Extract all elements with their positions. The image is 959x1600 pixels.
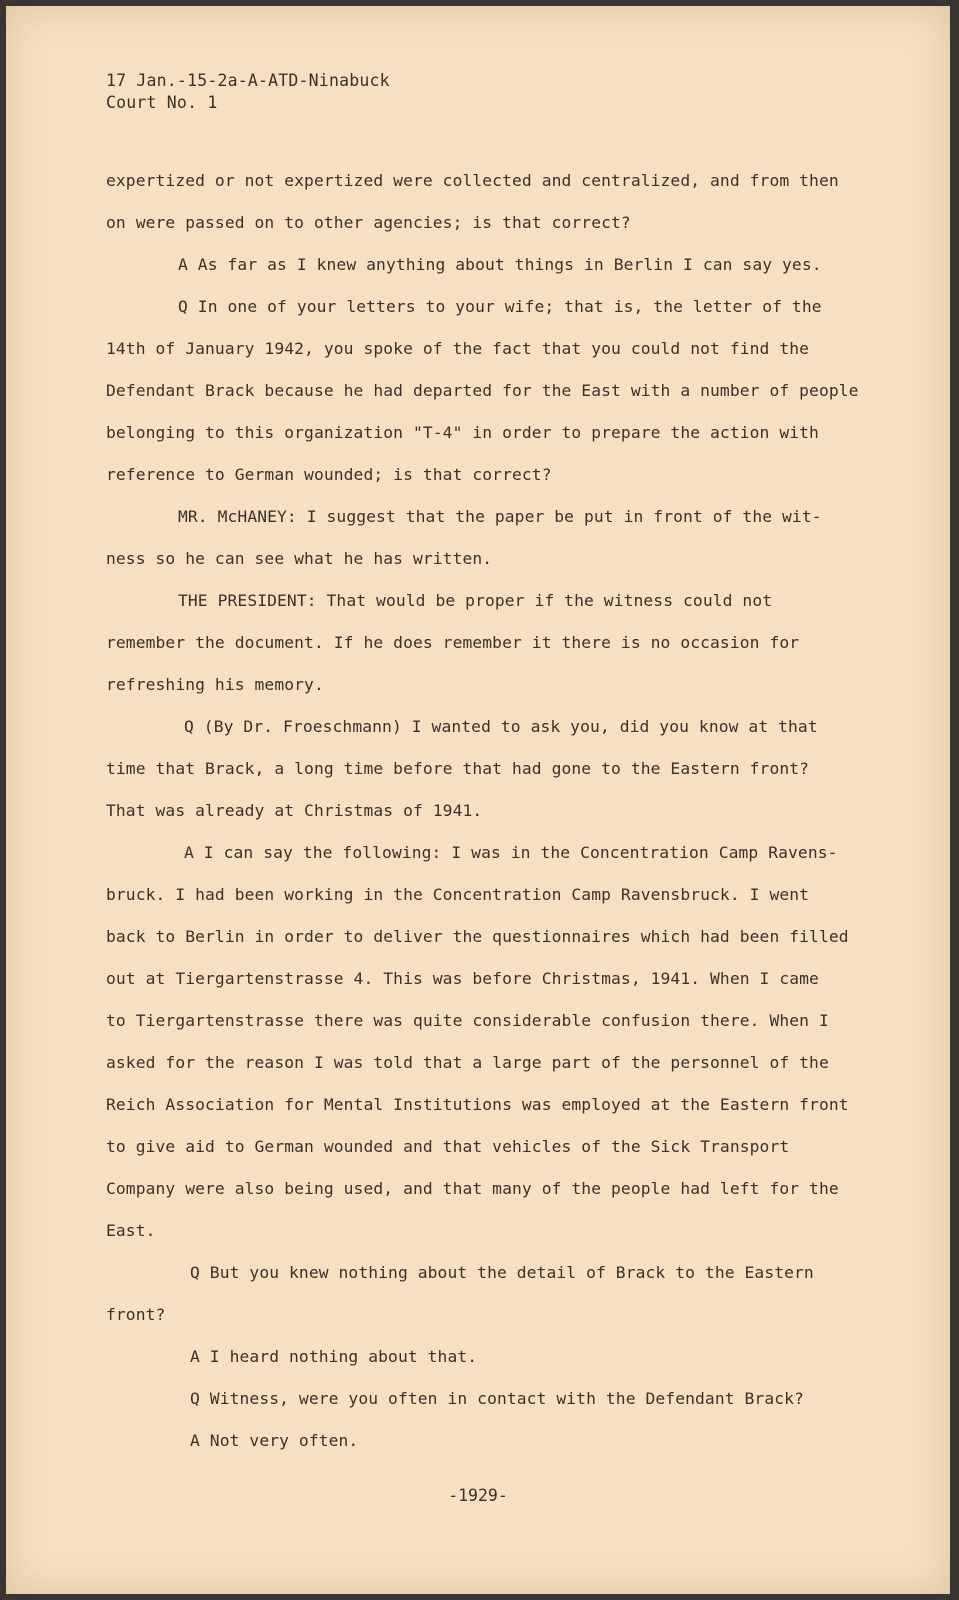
text-line: out at Tiergartenstrasse 4. This was before Christmas, 1941. When I came [106,969,819,988]
text-line: reference to German wounded; is that correct? [106,465,552,484]
text-line: time that Brack, a long time before that had gone to the Eastern front? [106,759,810,778]
text-line: 14th of January 1942, you spoke of the fact that you could not find the [106,339,810,358]
transcript-body [106,160,886,1462]
header-line-2: Court No. 1 [106,93,218,112]
text-line: remember the document. If he does remember it there is no occasion for [106,633,800,652]
text-line: Reich Association for Mental Institutions was employed at the Eastern front [106,1095,849,1114]
text-line: MR. McHANEY: I suggest that the paper be put in front of the wit- [178,507,822,526]
page-number: -1929- [448,1486,508,1505]
text-line: Q (By Dr. Froeschmann) I wanted to ask you, did you know at that [184,717,818,736]
text-line: A I heard nothing about that. [190,1347,478,1366]
text-line: belonging to this organization "T-4" in order to prepare the action with [106,423,819,442]
text-line: A I can say the following: I was in the Concentration Camp Ravens- [184,843,838,862]
text-line: bruck. I had been working in the Concentration Camp Ravensbruck. I went [106,885,810,904]
text-line: to Tiergartenstrasse there was quite considerable confusion there. When I [106,1011,829,1030]
text-line: on were passed on to other agencies; is that correct? [106,213,631,232]
text-line: ness so he can see what he has written. [106,549,493,568]
text-line: That was already at Christmas of 1941. [106,801,483,820]
text-line: Q But you knew nothing about the detail of Brack to the Eastern [190,1263,814,1282]
header [106,70,390,114]
text-line: expertized or not expertized were collected and centralized, and from then [106,171,839,190]
text-line: refreshing his memory. [106,675,324,694]
text-line: Company were also being used, and that many of the people had left for the [106,1179,839,1198]
document-page [6,6,950,1594]
text-line: to give aid to German wounded and that vehicles of the Sick Transport [106,1137,790,1156]
text-line: East. [106,1221,156,1240]
text-line: Q In one of your letters to your wife; that is, the letter of the [178,297,822,316]
text-line: Defendant Brack because he had departed for the East with a number of people [106,381,859,400]
header-line-1: 17 Jan.-15-2a-A-ATD-Ninabuck [106,71,390,90]
text-line: back to Berlin in order to deliver the questionnaires which had been filled [106,927,849,946]
text-line: A As far as I knew anything about things in Berlin I can say yes. [178,255,822,274]
text-line: front? [106,1305,166,1324]
text-line: A Not very often. [190,1431,359,1450]
text-line: Q Witness, were you often in contact with the Defendant Brack? [190,1389,804,1408]
text-line: THE PRESIDENT: That would be proper if the witness could not [178,591,773,610]
text-line: asked for the reason I was told that a large part of the personnel of the [106,1053,829,1072]
